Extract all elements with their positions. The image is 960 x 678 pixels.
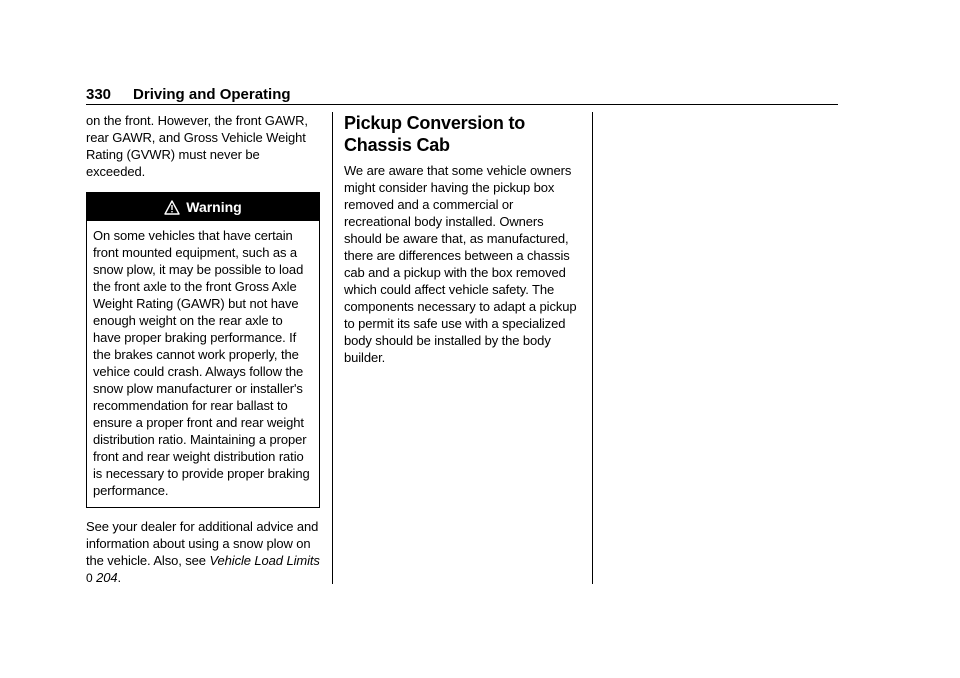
- reference-period: .: [117, 570, 121, 585]
- warning-icon: [164, 200, 180, 215]
- warning-box: [86, 192, 320, 508]
- vehicle-load-limits-link[interactable]: Vehicle Load Limits: [209, 553, 320, 568]
- column-divider: [332, 112, 333, 584]
- reference-page-number[interactable]: 204: [96, 570, 118, 585]
- page-ref-arrow-icon: 0: [86, 571, 93, 585]
- column-divider: [592, 112, 593, 584]
- page-header: [86, 84, 838, 105]
- warning-body: [87, 221, 319, 507]
- right-column: [344, 112, 580, 366]
- section-heading: Pickup Conversion to Chassis Cab: [344, 113, 526, 155]
- chassis-cab-paragraph: We are aware that some vehicle owners might consider having the pickup box removed and a commercial or recreational body installed. Owners should be aware that, as manufactured, there are differences between a chassis cab and a pickup with the box removed which could affect vehicle safety. The components necessary to adapt a pickup to permit its safe use with a specialized body should be installed by the body builder.: [344, 163, 577, 365]
- warning-title: Warning: [186, 199, 242, 215]
- dealer-text: See your dealer for additional advice and information about using a snow plow on the vehicle. Also, see: [86, 519, 319, 568]
- intro-paragraph: on the front. However, the front GAWR, rear GAWR, and Gross Vehicle Weight Rating (GVWR) must never be exceeded.: [86, 113, 308, 179]
- section-title: Driving and Operating: [133, 86, 291, 103]
- warning-text: On some vehicles that have certain front mounted equipment, such as a snow plow, it may be possible to load the front axle to the front Gross Axle Weight Rating (GAWR) but not have enough weight on the rear axle to have proper braking performance. If the brakes cannot work properly, the vehice could crash. Always follow the snow plow manufacturer or installer's recommendation for rear ballast to ensure a proper front and rear weight distribution ratio. Maintaining a proper front and rear weight distribution ratio is necessary to provide proper braking performance.: [93, 228, 310, 498]
- page-number: 330: [86, 86, 112, 103]
- warning-header: [87, 193, 319, 221]
- left-column: [86, 112, 320, 587]
- dealer-paragraph: [86, 518, 320, 587]
